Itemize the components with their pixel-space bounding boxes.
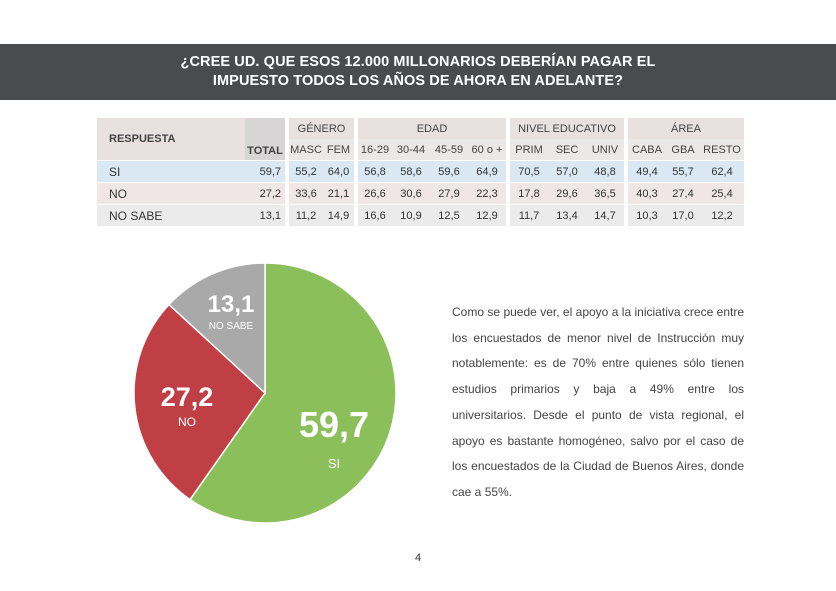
- cell: 16,6: [358, 205, 392, 226]
- cell: 40,3: [628, 183, 666, 204]
- results-table: [97, 118, 744, 226]
- subheader: FEM: [323, 139, 354, 160]
- group-edad: EDAD: [358, 118, 506, 139]
- cell: 12,5: [430, 205, 468, 226]
- cell: 30,6: [392, 183, 430, 204]
- cell: 56,8: [358, 161, 392, 182]
- pie-label-no-sabe: NO SABE: [208, 321, 254, 332]
- cell: 29,6: [548, 183, 586, 204]
- cell: 36,5: [586, 183, 624, 204]
- table-row-no-sabe: [97, 205, 744, 226]
- cell: 12,2: [700, 205, 744, 226]
- cell: 14,7: [586, 205, 624, 226]
- cell: 25,4: [700, 183, 744, 204]
- subheader: RESTO: [700, 139, 744, 160]
- cell: 70,5: [510, 161, 548, 182]
- row-label: NO SABE: [97, 205, 245, 226]
- pie-label-si: SI: [327, 456, 341, 471]
- title-line-1: ¿CREE UD. QUE ESOS 12.000 MILLONARIOS DEBERÍAN PAGAR EL: [180, 54, 656, 70]
- title-banner: [0, 44, 836, 100]
- subheader: 45-59: [430, 139, 468, 160]
- pie-value-si: 59,7: [298, 404, 370, 445]
- cell: 27,9: [430, 183, 468, 204]
- cell: 26,6: [358, 183, 392, 204]
- cell: 12,9: [468, 205, 506, 226]
- cell: 14,9: [323, 205, 354, 226]
- row-label: NO: [97, 183, 245, 204]
- cell: 57,0: [548, 161, 586, 182]
- cell: 22,3: [468, 183, 506, 204]
- cell: 49,4: [628, 161, 666, 182]
- subheader: GBA: [666, 139, 700, 160]
- row-total: 59,7: [245, 161, 285, 182]
- cell: 10,9: [392, 205, 430, 226]
- pie-chart: [120, 262, 410, 524]
- cell: 17,8: [510, 183, 548, 204]
- title-line-2: IMPUESTO TODOS LOS AÑOS DE AHORA EN ADELANTE?: [212, 73, 624, 89]
- subheader: PRIM: [510, 139, 548, 160]
- cell: 48,8: [586, 161, 624, 182]
- page-number: 4: [414, 552, 422, 564]
- cell: 17,0: [666, 205, 700, 226]
- cell: 10,3: [628, 205, 666, 226]
- cell: 59,6: [430, 161, 468, 182]
- cell: 55,2: [289, 161, 323, 182]
- cell: 62,4: [700, 161, 744, 182]
- subheader: CABA: [628, 139, 666, 160]
- pie-value-no-sabe: 13,1: [207, 291, 255, 318]
- group-nivel-educativo: NIVEL EDUCATIVO: [510, 118, 624, 139]
- cell: 11,2: [289, 205, 323, 226]
- table-row-no: [97, 183, 744, 204]
- subheader: SEC: [548, 139, 586, 160]
- pie-value-no: 27,2: [160, 382, 214, 412]
- subheader: 30-44: [392, 139, 430, 160]
- table-row-si: [97, 161, 744, 182]
- pie-label-no: NO: [178, 415, 196, 429]
- cell: 64,0: [323, 161, 354, 182]
- analysis-paragraph: Como se puede ver, el apoyo a la iniciativa crece entre los encuestados de menor nivel de Instrucción muy notablemente: es de 70% entre quienes sólo tienen estudios primarios y baja a 49% entre los universitarios. Desde el punto de vista regional, el apoyo es bastante homogéneo, salvo por el caso de los encuestados de la Ciudad de Buenos Aires, donde cae a 55%.: [452, 305, 744, 499]
- subheader: MASC: [289, 139, 323, 160]
- cell: 64,9: [468, 161, 506, 182]
- cell: 58,6: [392, 161, 430, 182]
- row-total: 27,2: [245, 183, 285, 204]
- cell: 11,7: [510, 205, 548, 226]
- subheader: UNIV: [586, 139, 624, 160]
- header-respuesta: RESPUESTA: [97, 118, 245, 160]
- group-area: ÁREA: [628, 118, 744, 139]
- cell: 33,6: [289, 183, 323, 204]
- cell: 55,7: [666, 161, 700, 182]
- group-genero: GÉNERO: [289, 118, 354, 139]
- subheader: 16-29: [358, 139, 392, 160]
- subheader: 60 o +: [468, 139, 506, 160]
- cell: 21,1: [323, 183, 354, 204]
- row-label: SI: [97, 161, 245, 182]
- cell: 13,4: [548, 205, 586, 226]
- header-total: TOTAL: [245, 118, 285, 160]
- row-total: 13,1: [245, 205, 285, 226]
- cell: 27,4: [666, 183, 700, 204]
